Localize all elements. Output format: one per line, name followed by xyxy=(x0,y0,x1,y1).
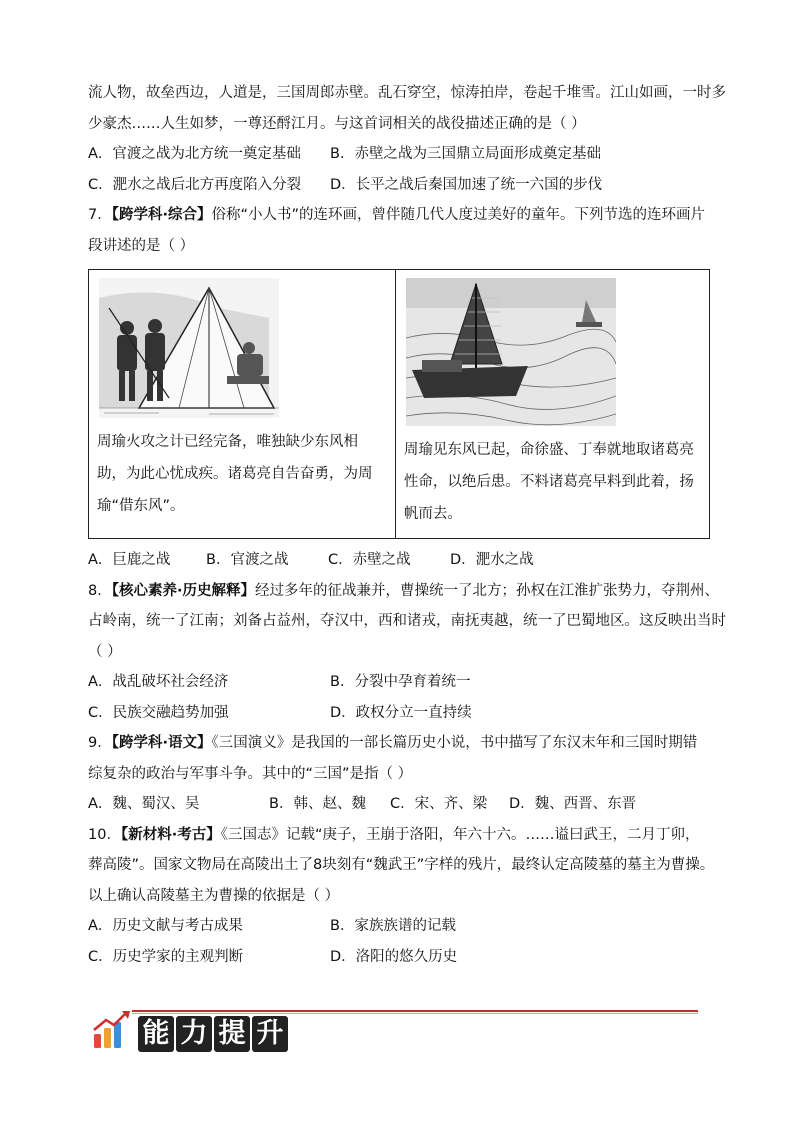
q10-stem-text: 《三国志》记载“庚子，王崩于洛阳，年六十六。……谥曰武王，二月丁卯， xyxy=(220,826,700,843)
q7-stem-line2: 段讲述的是（ ） xyxy=(88,237,195,254)
section-title-ability-boost xyxy=(138,1016,290,1052)
q8-stem-line1 xyxy=(88,576,719,607)
q6-options-row1 xyxy=(88,139,710,170)
q10-stem-line3: 以上确认高陵墓主为曹操的依据是（ ） xyxy=(88,887,340,904)
q10-tag: 【新材料·考古】 xyxy=(120,826,221,843)
q10-option-d: D．洛阳的悠久历史 xyxy=(330,948,458,965)
comic-illustration-tent xyxy=(99,278,395,422)
title-char-4: 升 xyxy=(252,1016,288,1052)
q10-stem-line1 xyxy=(88,820,710,851)
comic-illustration-boat xyxy=(406,278,709,430)
q9-options-row xyxy=(88,789,710,820)
q8-option-c: C．民族交融趋势加强 xyxy=(88,704,229,721)
q8-stem-line3: （ ） xyxy=(88,643,122,660)
comic-caption-2: 周瑜见东风已起，命徐盛、丁奉就地取诸葛亮性命，以绝后患。不料诸葛亮早料到此着，扬帆而去。 xyxy=(403,442,694,522)
comic-panel-1 xyxy=(89,270,396,539)
q7-option-b: B．官渡之战 xyxy=(206,552,289,568)
q6-options-row2 xyxy=(88,170,710,201)
q6-option-b: B．赤壁之战为三国鼎立局面形成奠定基础 xyxy=(330,146,601,162)
worksheet-page xyxy=(88,78,726,972)
q10-option-a: A．历史文献与考古成果 xyxy=(88,918,243,934)
q7-option-d: D．淝水之战 xyxy=(450,552,534,568)
q7-number: 7． xyxy=(88,207,112,223)
title-char-2: 力 xyxy=(176,1016,212,1052)
q8-stem-text: 经过多年的征战兼并，曹操统一了北方；孙权在江淮扩张势力，夺荆州、 xyxy=(255,582,719,599)
q9-stem-line2: 综复杂的政治与军事斗争。其中的“三国”是指（ ） xyxy=(88,765,413,782)
q9-option-d: D．魏、西晋、东晋 xyxy=(509,796,637,812)
q6-stem-line1: 流人物，故垒西边，人道是，三国周郎赤壁。乱石穿空，惊涛拍岸，卷起千堆雪。江山如画，一时多 xyxy=(88,85,726,101)
q6-stem-line2: 少豪杰……人生如梦，一尊还酹江月。与这首词相关的战役描述正确的是（ ） xyxy=(88,115,586,132)
bar-chart-arrow-icon xyxy=(92,1008,136,1050)
q9-stem-line1 xyxy=(88,728,710,759)
q10-option-b: B．家族族谱的记载 xyxy=(330,918,456,934)
q10-number: 10． xyxy=(88,826,121,843)
q9-tag: 【跨学科·语文】 xyxy=(111,735,212,751)
q7-options-row xyxy=(88,545,710,576)
q10-options-row2 xyxy=(88,942,710,973)
q8-options-row1 xyxy=(88,667,710,698)
q9-option-b: B．韩、赵、魏 xyxy=(269,796,366,812)
q8-option-a: A．战乱破坏社会经济 xyxy=(88,674,229,690)
q10-option-c: C．历史学家的主观判断 xyxy=(88,948,244,965)
comic-panel-2 xyxy=(395,270,709,539)
q10-stem-line2: 葬高陵”。国家文物局在高陵出土了8块刻有“魏武王”字样的残片，最终认定高陵墓的墓主为曹操。 xyxy=(88,857,715,873)
q7-option-a: A．巨鹿之战 xyxy=(88,552,171,568)
q8-options-row2 xyxy=(88,698,710,729)
footer-divider-shadow xyxy=(132,1013,698,1014)
title-char-1: 能 xyxy=(138,1016,174,1052)
section-footer xyxy=(92,1004,702,1064)
q8-stem-line2: 占岭南，统一了江南；刘备占益州，夺汉中，西和诸戎，南抚夷越，统一了巴蜀地区。这反映出当时 xyxy=(88,613,726,629)
footer-divider xyxy=(132,1010,698,1012)
comic-table xyxy=(88,269,710,539)
q8-option-b: B．分裂中孕育着统一 xyxy=(330,674,471,690)
q9-stem-text: 《三国演义》是我国的一部长篇历史小说，书中描写了东汉末年和三国时期错 xyxy=(211,735,698,751)
q8-tag: 【核心素养·历史解释】 xyxy=(111,582,255,599)
q9-option-a: A．魏、蜀汉、吴 xyxy=(88,796,200,812)
q8-number: 8． xyxy=(88,582,112,599)
q7-stem-line1 xyxy=(88,200,710,231)
title-char-3: 提 xyxy=(214,1016,250,1052)
q6-option-c: C．淝水之战后北方再度陷入分裂 xyxy=(88,176,302,193)
q9-option-c: C．宋、齐、梁 xyxy=(390,796,488,812)
q6-option-a: A．官渡之战为北方统一奠定基础 xyxy=(88,146,301,162)
q8-option-d: D．政权分立一直持续 xyxy=(330,704,472,721)
q9-number: 9． xyxy=(88,735,112,751)
q7-tag: 【跨学科·综合】 xyxy=(111,207,212,223)
q6-option-d: D．长平之战后秦国加速了统一六国的步伐 xyxy=(330,176,603,193)
q7-option-c: C．赤壁之战 xyxy=(328,552,411,568)
q10-options-row1 xyxy=(88,911,710,942)
comic-caption-1: 周瑜火攻之计已经完备，唯独缺少东风相助，为此心忧成疾。诸葛亮自告奋勇，为周瑜“借东风”。 xyxy=(97,434,373,514)
q7-stem-text: 俗称“小人书”的连环画，曾伴随几代人度过美好的童年。下列节选的连环画片 xyxy=(211,207,706,223)
